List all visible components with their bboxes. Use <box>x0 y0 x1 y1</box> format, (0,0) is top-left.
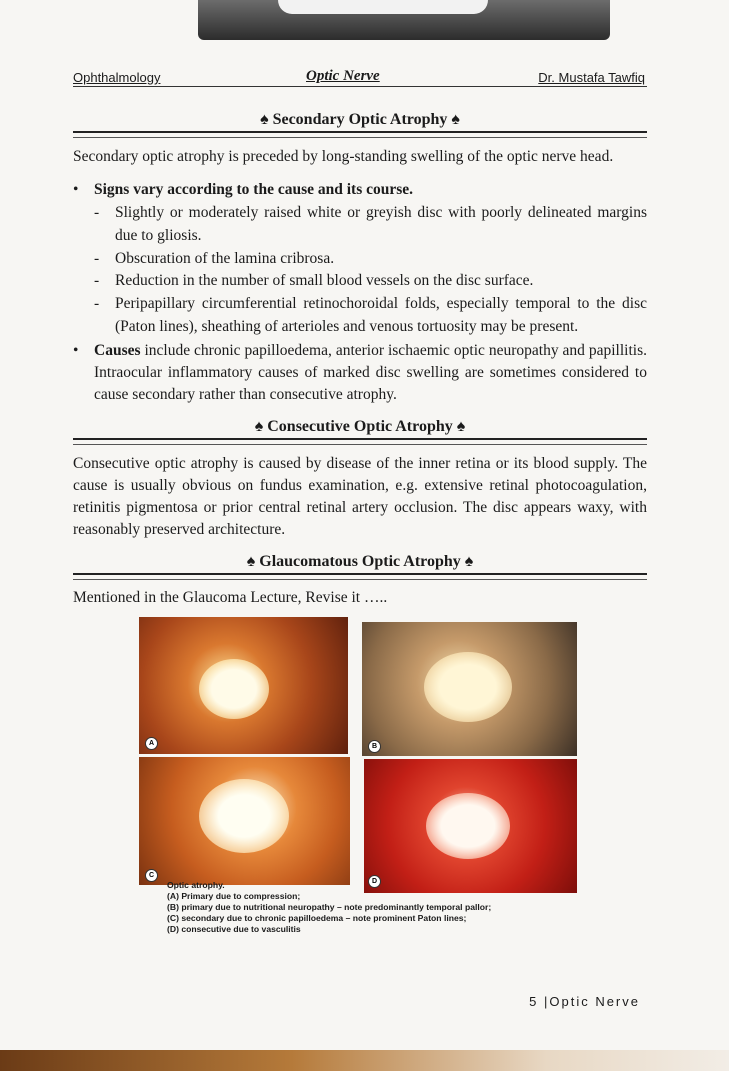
consecutive-text: Consecutive optic atrophy is caused by disease of the inner retina or its blood supply. The cause is usually obvious on fundus examination, e.g. extensive retinal photocoagulation, retinitis pigmentosa or prior central retinal artery occlusion. The disc appears waxy, with reasonably preserved architecture. <box>73 455 647 538</box>
page-header <box>73 66 647 87</box>
section-rule <box>73 131 647 138</box>
panel-label: B <box>368 740 381 753</box>
page-bottom-edge <box>0 1050 729 1071</box>
secondary-title: ♠ Secondary Optic Atrophy ♠ <box>260 111 460 128</box>
causes-text: Causes include chronic papilloedema, anterior ischaemic optic neuropathy and papillitis. Intraocular inflammatory causes of marked disc swelling are sometimes considered to cause secondary rather than consecutive atrophy. <box>94 342 647 403</box>
consecutive-title: ♠ Consecutive Optic Atrophy ♠ <box>254 418 466 435</box>
fundus-photo-c <box>139 757 350 885</box>
dash-icon: - <box>94 295 100 312</box>
dash-icon: - <box>94 250 100 267</box>
glaucomatous-title: ♠ Glaucomatous Optic Atrophy ♠ <box>246 553 474 570</box>
fundus-photo-d <box>364 759 577 893</box>
caption-line: (B) primary due to nutritional neuropathy – note predominantly temporal pallor; <box>167 902 492 912</box>
panel-label: A <box>145 737 158 750</box>
caption-title: Optic atrophy. <box>167 880 225 890</box>
dash-icon: - <box>94 204 100 221</box>
secondary-intro: Secondary optic atrophy is preceded by long-standing swelling of the optic nerve head. <box>73 148 614 165</box>
header-author: Dr. Mustafa Tawfiq <box>538 70 645 85</box>
binder-clip <box>198 0 610 40</box>
fundus-photo-b <box>362 622 577 756</box>
signs-heading: Signs vary according to the cause and its course. <box>94 181 414 198</box>
header-subject: Ophthalmology <box>73 70 161 85</box>
caption-line: (A) Primary due to compression; <box>167 891 301 901</box>
optic-disc <box>426 793 510 859</box>
fundus-photo-a <box>139 617 348 754</box>
bullet-icon: • <box>73 181 79 198</box>
optic-disc <box>199 779 289 853</box>
panel-label: C <box>145 869 158 882</box>
panel-label: D <box>368 875 381 888</box>
glaucomatous-text: Mentioned in the Glaucoma Lecture, Revise it ….. <box>73 589 388 606</box>
caption-line: (D) consecutive due to vasculitis <box>167 924 301 934</box>
bullet-icon: • <box>73 342 79 359</box>
section-rule <box>73 573 647 580</box>
dash-icon: - <box>94 272 100 289</box>
caption-line: (C) secondary due to chronic papilloedema – note prominent Paton lines; <box>167 913 467 923</box>
header-chapter: Optic Nerve <box>306 68 380 84</box>
optic-disc <box>424 652 512 722</box>
optic-disc <box>199 659 269 719</box>
page-footer: 5 |Optic Nerve <box>529 994 640 1009</box>
figure-caption <box>167 880 547 935</box>
section-rule <box>73 438 647 445</box>
